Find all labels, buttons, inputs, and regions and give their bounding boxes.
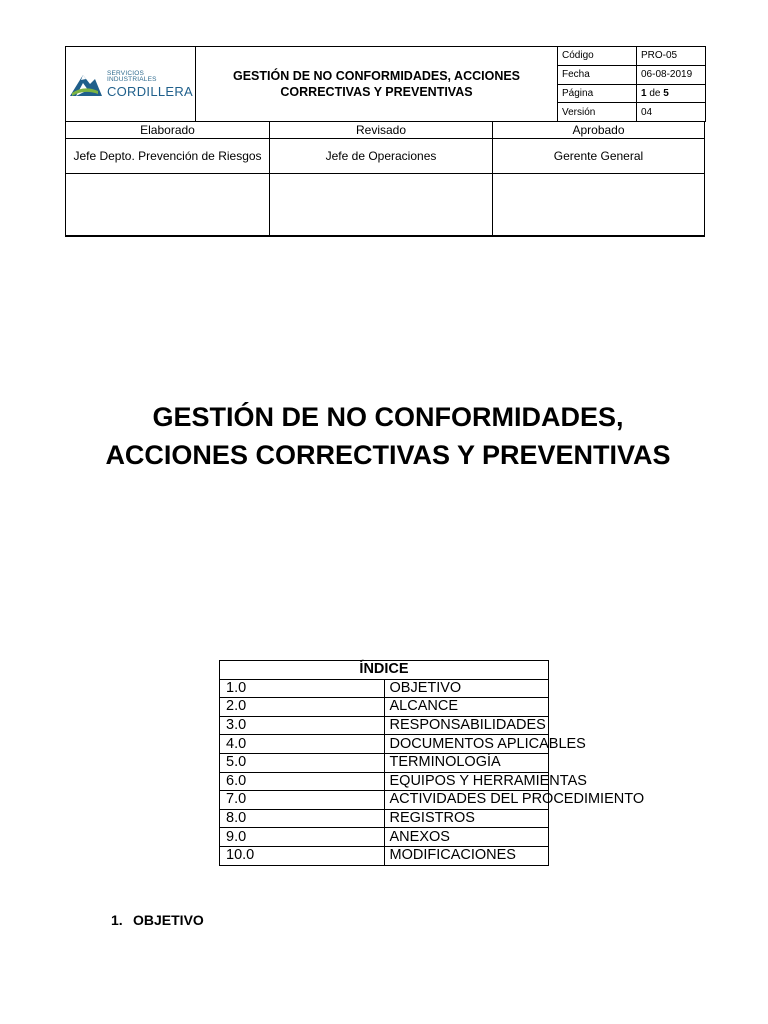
index-number: 3.0 xyxy=(220,716,385,735)
index-number: 7.0 xyxy=(220,791,385,810)
index-label: DOCUMENTOS APLICABLES xyxy=(384,735,549,754)
logo-line-3: CORDILLERA xyxy=(106,83,194,99)
logo-line-2: INDUSTRIALES xyxy=(106,76,157,83)
signature-cell-revisado xyxy=(270,174,493,237)
index-row xyxy=(220,735,549,754)
approval-role-revisado: Jefe de Operaciones xyxy=(270,139,493,174)
signature-cell-aprobado xyxy=(493,174,705,237)
index-label: ANEXOS xyxy=(384,828,549,847)
meta-value-codigo: PRO-05 xyxy=(637,47,706,66)
index-number: 5.0 xyxy=(220,753,385,772)
index-label: TERMINOLOGÍA xyxy=(384,753,549,772)
meta-value-fecha: 06-08-2019 xyxy=(637,65,706,84)
page-current: 1 xyxy=(641,87,647,99)
index-row xyxy=(220,716,549,735)
page-separator: de xyxy=(646,87,664,99)
page-total: 5 xyxy=(663,87,669,99)
signature-cell-elaborado xyxy=(66,174,270,237)
index-label: OBJETIVO xyxy=(384,679,549,698)
index-row xyxy=(220,846,549,865)
logo-line-1: SERVICIOS xyxy=(106,69,145,77)
index-number: 8.0 xyxy=(220,809,385,828)
index-number: 6.0 xyxy=(220,772,385,791)
index-number: 10.0 xyxy=(220,846,385,865)
section-title: OBJETIVO xyxy=(133,912,204,928)
index-number: 1.0 xyxy=(220,679,385,698)
index-row xyxy=(220,809,549,828)
meta-value-pagina xyxy=(637,84,706,103)
index-label: REGISTROS xyxy=(384,809,549,828)
meta-label-codigo: Código xyxy=(558,47,637,66)
document-title: GESTIÓN DE NO CONFORMIDADES, ACCIONES CORRECTIVAS Y PREVENTIVAS xyxy=(105,402,671,470)
logo-cell xyxy=(66,47,196,122)
mountain-logo-icon xyxy=(68,69,104,99)
index-row xyxy=(220,772,549,791)
approval-header-elaborado: Elaborado xyxy=(66,122,270,139)
index-heading: ÍNDICE xyxy=(220,661,549,680)
approval-table xyxy=(65,121,705,237)
approval-header-revisado: Revisado xyxy=(270,122,493,139)
meta-value-version: 04 xyxy=(637,103,706,122)
index-label: MODIFICACIONES xyxy=(384,846,549,865)
meta-label-pagina: Página xyxy=(558,84,637,103)
index-number: 4.0 xyxy=(220,735,385,754)
approval-role-aprobado: Gerente General xyxy=(493,139,705,174)
company-logo xyxy=(66,69,195,99)
index-label: ALCANCE xyxy=(384,698,549,717)
meta-label-fecha: Fecha xyxy=(558,65,637,84)
index-number: 2.0 xyxy=(220,698,385,717)
index-label: RESPONSABILIDADES xyxy=(384,716,549,735)
section-heading-objetivo xyxy=(111,912,204,928)
index-row xyxy=(220,828,549,847)
meta-label-version: Versión xyxy=(558,103,637,122)
document-header xyxy=(65,46,706,122)
approval-role-elaborado: Jefe Depto. Prevención de Riesgos xyxy=(66,139,270,174)
index-table xyxy=(219,660,645,866)
index-label: ACTIVIDADES DEL PROCEDIMIENTO xyxy=(384,791,549,810)
index-number: 9.0 xyxy=(220,828,385,847)
index-row xyxy=(220,791,549,810)
header-title: GESTIÓN DE NO CONFORMIDADES, ACCIONES CORRECTIVAS Y PREVENTIVAS xyxy=(196,47,558,122)
index-row xyxy=(220,698,549,717)
index-row xyxy=(220,679,549,698)
index-row xyxy=(220,753,549,772)
index-label: EQUIPOS Y HERRAMIENTAS xyxy=(384,772,549,791)
approval-header-aprobado: Aprobado xyxy=(493,122,705,139)
section-number: 1. xyxy=(111,912,123,928)
